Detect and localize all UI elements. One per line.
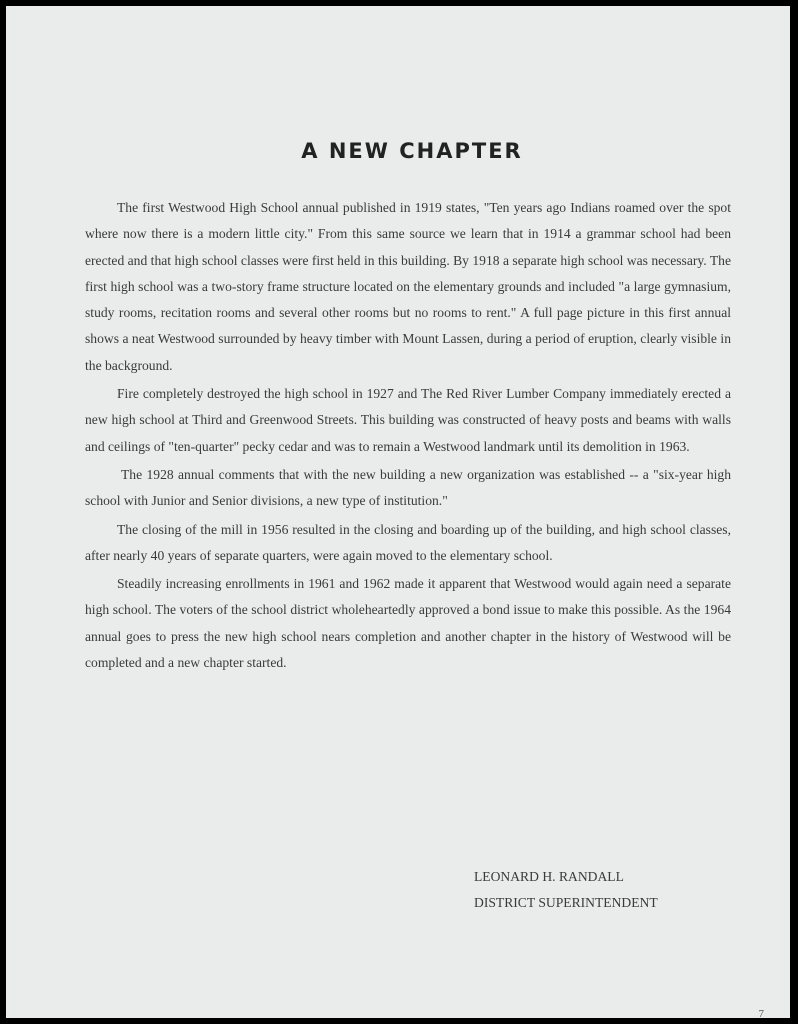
paragraph-history-1919: The first Westwood High School annual published in 1919 states, "Ten years ago Indians roamed over the spot where now there is a modern little city." From this same source we learn that in 1914 a grammar school had been erected and that high school classes were first held in this building. By 1918 a separate high school was necessary. The first high school was a two-story frame structure located on the elementary grounds and included "a large gymnasium, study rooms, recitation rooms and several other rooms but no rooms to rent." A full page picture in this first annual shows a neat Westwood surrounded by heavy timber with Mount Lassen, during a period of eruption, clearly visible in the background. [85, 200, 731, 373]
paragraph-new-school: Steadily increasing enrollments in 1961 and 1962 made it apparent that Westwood would again need a separate high school. The voters of the school district wholeheartedly approved a bond issue to make this possible. As the 1964 annual goes to press the new high school nears completion and another chapter in the history of Westwood will be completed and a new chapter started. [85, 576, 731, 671]
paragraph-annual-1928: The 1928 annual comments that with the new building a new organization was established -- a "six-year high school with Junior and Senior divisions, a new type of institution." [85, 466, 731, 509]
paragraph-mill-closing: The closing of the mill in 1956 resulted in the closing and boarding up of the building, and high school classes, after nearly 40 years of separate quarters, were again moved to the elementary school. [85, 521, 731, 563]
page-title: A NEW CHAPTER [301, 139, 523, 163]
signature-block [474, 864, 658, 916]
article-body [85, 195, 731, 678]
page-number: 7 [758, 1008, 764, 1018]
signatory-position: DISTRICT SUPERINTENDENT [474, 895, 658, 910]
paragraph-fire-1927: Fire completely destroyed the high school in 1927 and The Red River Lumber Company immediately erected a new high school at Third and Greenwood Streets. This building was constructed of heavy posts and beams with walls and ceilings of "ten-quarter" pecky cedar and was to remain a Westwood landmark until its demolition in 1963. [85, 386, 731, 454]
signatory-name: LEONARD H. RANDALL [474, 869, 624, 884]
document-page [6, 6, 790, 1018]
